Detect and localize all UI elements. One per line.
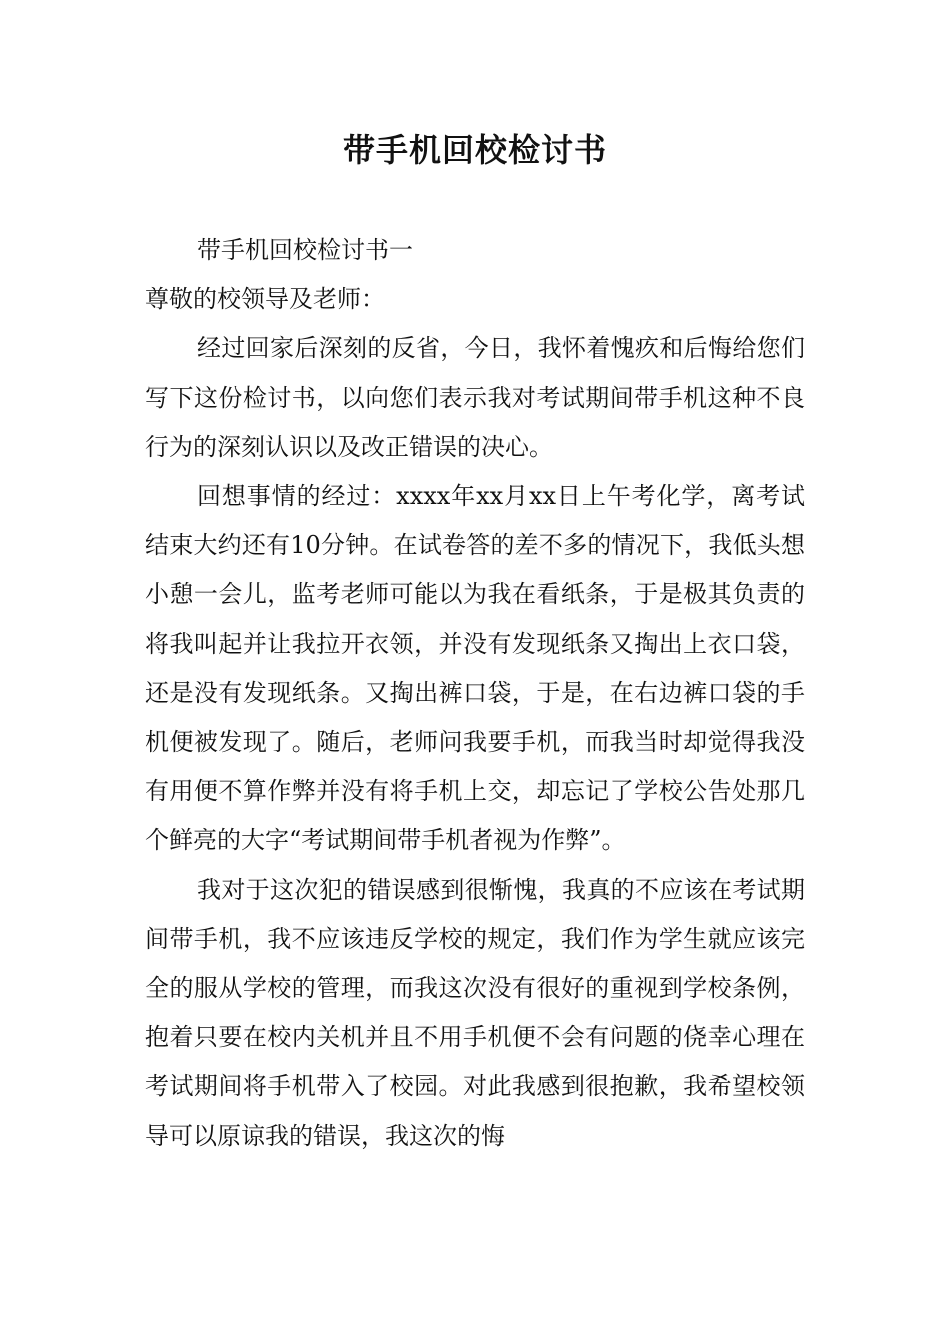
paragraph: 经过回家后深刻的反省，今日，我怀着愧疚和后悔给您们写下这份检讨书，以向您们表示我对考试期间带手机这种不良行为的深刻认识以及改正错误的决心。: [145, 334, 805, 461]
paragraph: 回想事情的经过：xxxx年xx月xx日上午考化学，离考试结束大约还有10分钟。在试卷答的差不多的情况下，我低头想小憩一会儿，监考老师可能以为我在看纸条，于是极其负责的将我叫起并让我拉开衣领，并没有发现纸条又掏出上衣口袋，还是没有发现纸条。又掏出裤口袋，于是，在右边裤口袋的手机便被发现了。随后，老师问我要手机，而我当时却觉得我没有用便不算作弊并没有将手机上交，却忘记了学校公告处那几个鲜亮的大字“考试期间带手机者视为作弊”。: [145, 482, 805, 855]
paragraph: 我对于这次犯的错误感到很惭愧，我真的不应该在考试期间带手机，我不应该违反学校的规定，我们作为学生就应该完全的服从学校的管理，而我这次没有很好的重视到学校条例，抱着只要在校内关机并且不用手机便不会有问题的侥幸心理在考试期间将手机带入了校园。对此我感到很抱歉，我希望校领导可以原谅我的错误，我这次的悔: [145, 875, 805, 1150]
document-body: [145, 226, 805, 1161]
document-subtitle: 带手机回校检讨书一: [197, 236, 413, 264]
document-title: 带手机回校检讨书: [342, 131, 607, 169]
salutation: 尊敬的校领导及老师：: [145, 285, 385, 314]
